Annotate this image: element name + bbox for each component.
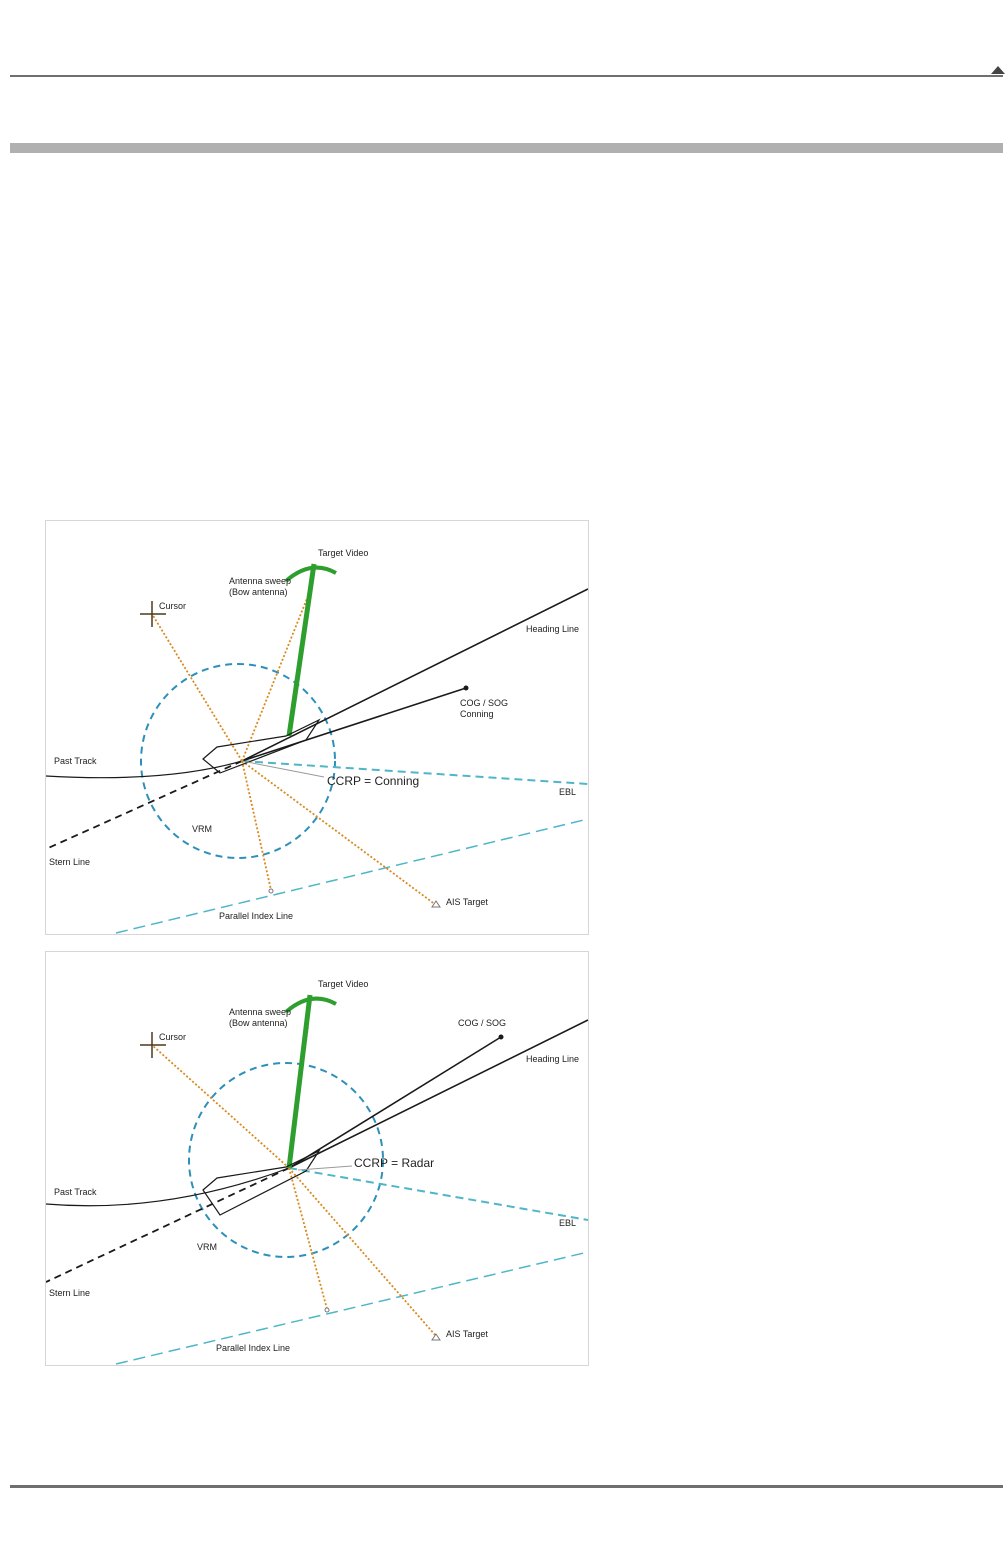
ccrp-label: CCRP = Conning	[327, 774, 420, 788]
heading-line	[289, 1020, 588, 1168]
antenna-sweep-label: Antenna sweep	[229, 576, 292, 586]
radar-diagram-svg	[46, 952, 588, 1365]
bottom-rule	[10, 1485, 1003, 1488]
target-video-line	[289, 995, 310, 1168]
stern-line	[46, 1168, 289, 1282]
ais-target-bearing-line	[289, 1168, 436, 1336]
heading-line-label: Heading Line	[526, 624, 580, 634]
radar-diagram-radar	[45, 951, 589, 1366]
ais-target-label: AIS Target	[446, 1329, 488, 1339]
antenna-sweep-sublabel: (Bow antenna)	[229, 587, 288, 597]
stern-line	[46, 761, 242, 849]
parallel-index-bearing-line	[242, 761, 271, 890]
vrm-label: VRM	[197, 1242, 217, 1252]
ais-target-label: AIS Target	[446, 897, 488, 907]
parallel-index-point	[325, 1308, 329, 1312]
past-track-label: Past Track	[54, 1187, 97, 1197]
parallel-index-point	[269, 889, 273, 893]
cursor-bearing-line	[152, 1045, 289, 1168]
ais-target-marker	[432, 1334, 440, 1340]
cog-sog-sublabel: Conning	[460, 709, 494, 719]
cog-sog-vector-tip	[499, 1035, 504, 1040]
vrm-circle	[141, 664, 335, 858]
target-video-line	[289, 564, 314, 736]
stern-line-label: Stern Line	[49, 857, 91, 867]
target-video-label: Target Video	[318, 979, 369, 989]
parallel-index-line-label: Parallel Index Line	[219, 911, 294, 921]
cog-sog-vector-tip	[464, 686, 469, 691]
ccrp-pointer-line	[298, 1166, 352, 1170]
header-band	[10, 143, 1003, 153]
cursor-label: Cursor	[159, 601, 187, 611]
cog-sog-vector	[289, 1037, 501, 1168]
top-rule	[10, 75, 1003, 77]
antenna-sweep-label: Antenna sweep	[229, 1007, 292, 1017]
heading-line	[242, 589, 588, 761]
ebl-label: EBL	[559, 1218, 577, 1228]
heading-line-label: Heading Line	[526, 1054, 580, 1064]
stern-line-label: Stern Line	[49, 1288, 91, 1298]
ebl-label: EBL	[559, 787, 577, 797]
cursor-bearing-line	[152, 614, 242, 761]
antenna-sweep-sublabel: (Bow antenna)	[229, 1018, 288, 1028]
parallel-index-line	[116, 819, 588, 933]
cog-sog-label: COG / SOG	[458, 1018, 507, 1028]
ccrp-label: CCRP = Radar	[354, 1156, 435, 1170]
cog-sog-label: COG / SOG	[460, 698, 509, 708]
parallel-index-line-label: Parallel Index Line	[216, 1343, 291, 1353]
page-corner-mark	[991, 66, 1005, 74]
ebl-line	[289, 1168, 588, 1220]
parallel-index-line	[116, 1252, 588, 1364]
radar-diagram-conning	[45, 520, 589, 935]
cursor-label: Cursor	[159, 1032, 187, 1042]
target-video-label: Target Video	[318, 548, 369, 558]
radar-diagram-svg	[46, 521, 588, 934]
past-track-label: Past Track	[54, 756, 97, 766]
cog-sog-vector	[242, 688, 466, 761]
vrm-label: VRM	[192, 824, 212, 834]
